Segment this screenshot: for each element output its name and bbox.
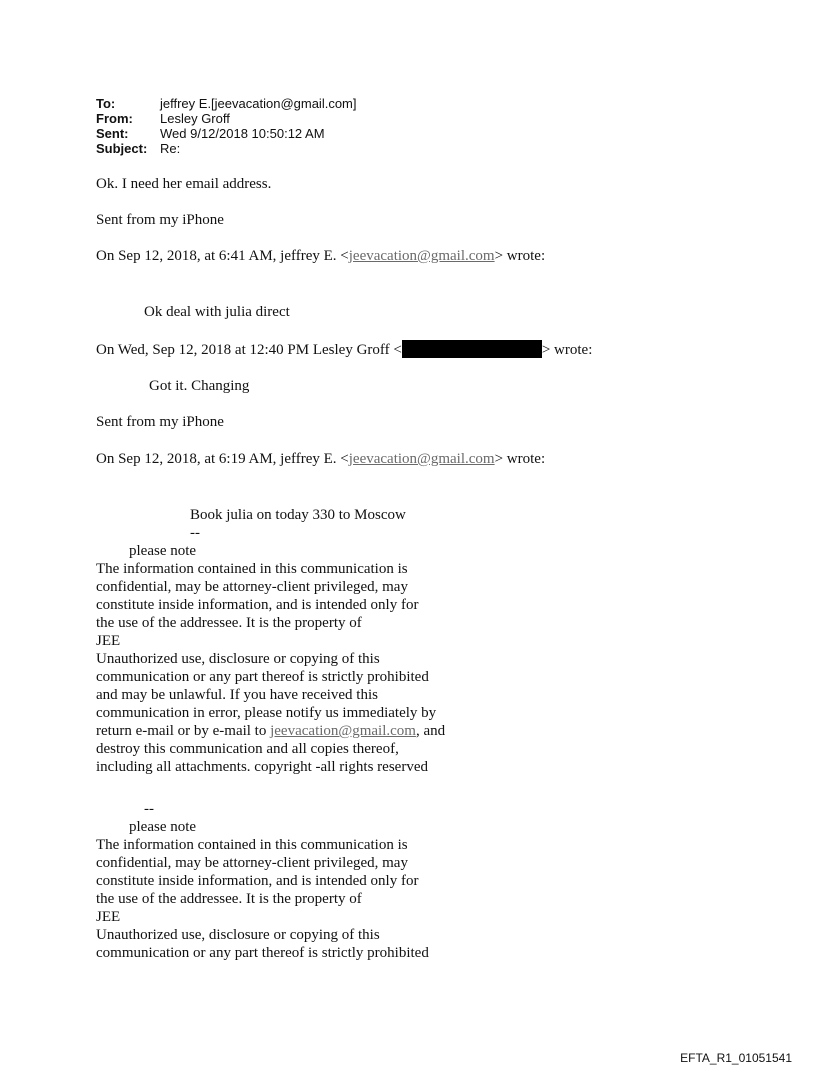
notice-line: destroy this communication and all copies thereof,	[96, 741, 399, 757]
quote-prefix: On Wed, Sep 12, 2018 at 12:40 PM Lesley Groff <	[96, 342, 402, 358]
from-label: From:	[96, 111, 133, 126]
quote-suffix: > wrote:	[541, 342, 593, 358]
note-heading: please note	[129, 543, 197, 559]
to-value: jeffrey E.[jeevacation@gmail.com]	[160, 96, 357, 111]
email-header	[96, 96, 357, 156]
subject-label: Subject:	[96, 141, 148, 156]
notice-line: confidential, may be attorney-client privileged, may	[96, 579, 408, 595]
sent-row	[96, 126, 357, 141]
notice-line: constitute inside information, and is intended only for	[96, 597, 419, 613]
notice-line: The information contained in this communication is	[96, 561, 408, 577]
signature: Sent from my iPhone	[96, 212, 224, 228]
notice-line: Unauthorized use, disclosure or copying of this	[96, 927, 380, 943]
note-heading: please note	[129, 819, 197, 835]
body-line: Book julia on today 330 to Moscow	[190, 507, 406, 523]
notice-line: communication or any part thereof is strictly prohibited	[96, 669, 429, 685]
body-line: Ok. I need her email address.	[96, 176, 272, 192]
redaction-box	[402, 340, 542, 358]
email-link[interactable]: jeevacation@gmail.com	[270, 723, 416, 739]
notice-line: the use of the addressee. It is the property of	[96, 615, 362, 631]
confidentiality-notice	[96, 836, 429, 962]
email-link[interactable]: jeevacation@gmail.com	[348, 248, 495, 264]
notice-line: JEE	[96, 909, 121, 925]
quote-suffix: > wrote:	[494, 451, 546, 467]
notice-line: The information contained in this communication is	[96, 837, 408, 853]
sent-value: Wed 9/12/2018 10:50:12 AM	[160, 126, 325, 141]
to-label: To:	[96, 96, 116, 111]
notice-line: communication in error, please notify us immediately by	[96, 705, 437, 721]
to-row	[96, 96, 357, 111]
subject-value: Re:	[160, 141, 181, 156]
notice-line: the use of the addressee. It is the property of	[96, 891, 362, 907]
body-line: Got it. Changing	[149, 378, 250, 394]
quote-prefix: On Sep 12, 2018, at 6:19 AM, jeffrey E. <	[96, 451, 349, 467]
subject-row	[96, 141, 357, 156]
email-link[interactable]: jeevacation@gmail.com	[348, 451, 495, 467]
notice-line: constitute inside information, and is intended only for	[96, 873, 419, 889]
notice-line: Unauthorized use, disclosure or copying of this	[96, 651, 380, 667]
notice-line: and may be unlawful. If you have received this	[96, 687, 378, 703]
signature-separator: --	[144, 801, 154, 817]
notice-text: return e-mail or by e-mail to	[96, 723, 271, 739]
quote-prefix: On Sep 12, 2018, at 6:41 AM, jeffrey E. <	[96, 248, 349, 264]
notice-line: JEE	[96, 633, 121, 649]
quote-header	[96, 450, 545, 468]
signature-separator: --	[190, 525, 200, 541]
notice-line: communication or any part thereof is strictly prohibited	[96, 945, 429, 961]
from-row	[96, 111, 357, 126]
notice-line: including all attachments. copyright -all rights reserved	[96, 759, 428, 775]
sent-label: Sent:	[96, 126, 129, 141]
notice-line	[96, 722, 445, 740]
bates-number: EFTA_R1_01051541	[680, 1051, 792, 1065]
from-value: Lesley Groff	[160, 111, 230, 126]
quote-header	[96, 340, 592, 359]
body-line: Ok deal with julia direct	[144, 304, 290, 320]
quote-suffix: > wrote:	[494, 248, 546, 264]
notice-text: , and	[415, 723, 446, 739]
confidentiality-notice	[96, 560, 445, 776]
quote-header	[96, 247, 545, 265]
notice-line: confidential, may be attorney-client privileged, may	[96, 855, 408, 871]
signature: Sent from my iPhone	[96, 414, 224, 430]
